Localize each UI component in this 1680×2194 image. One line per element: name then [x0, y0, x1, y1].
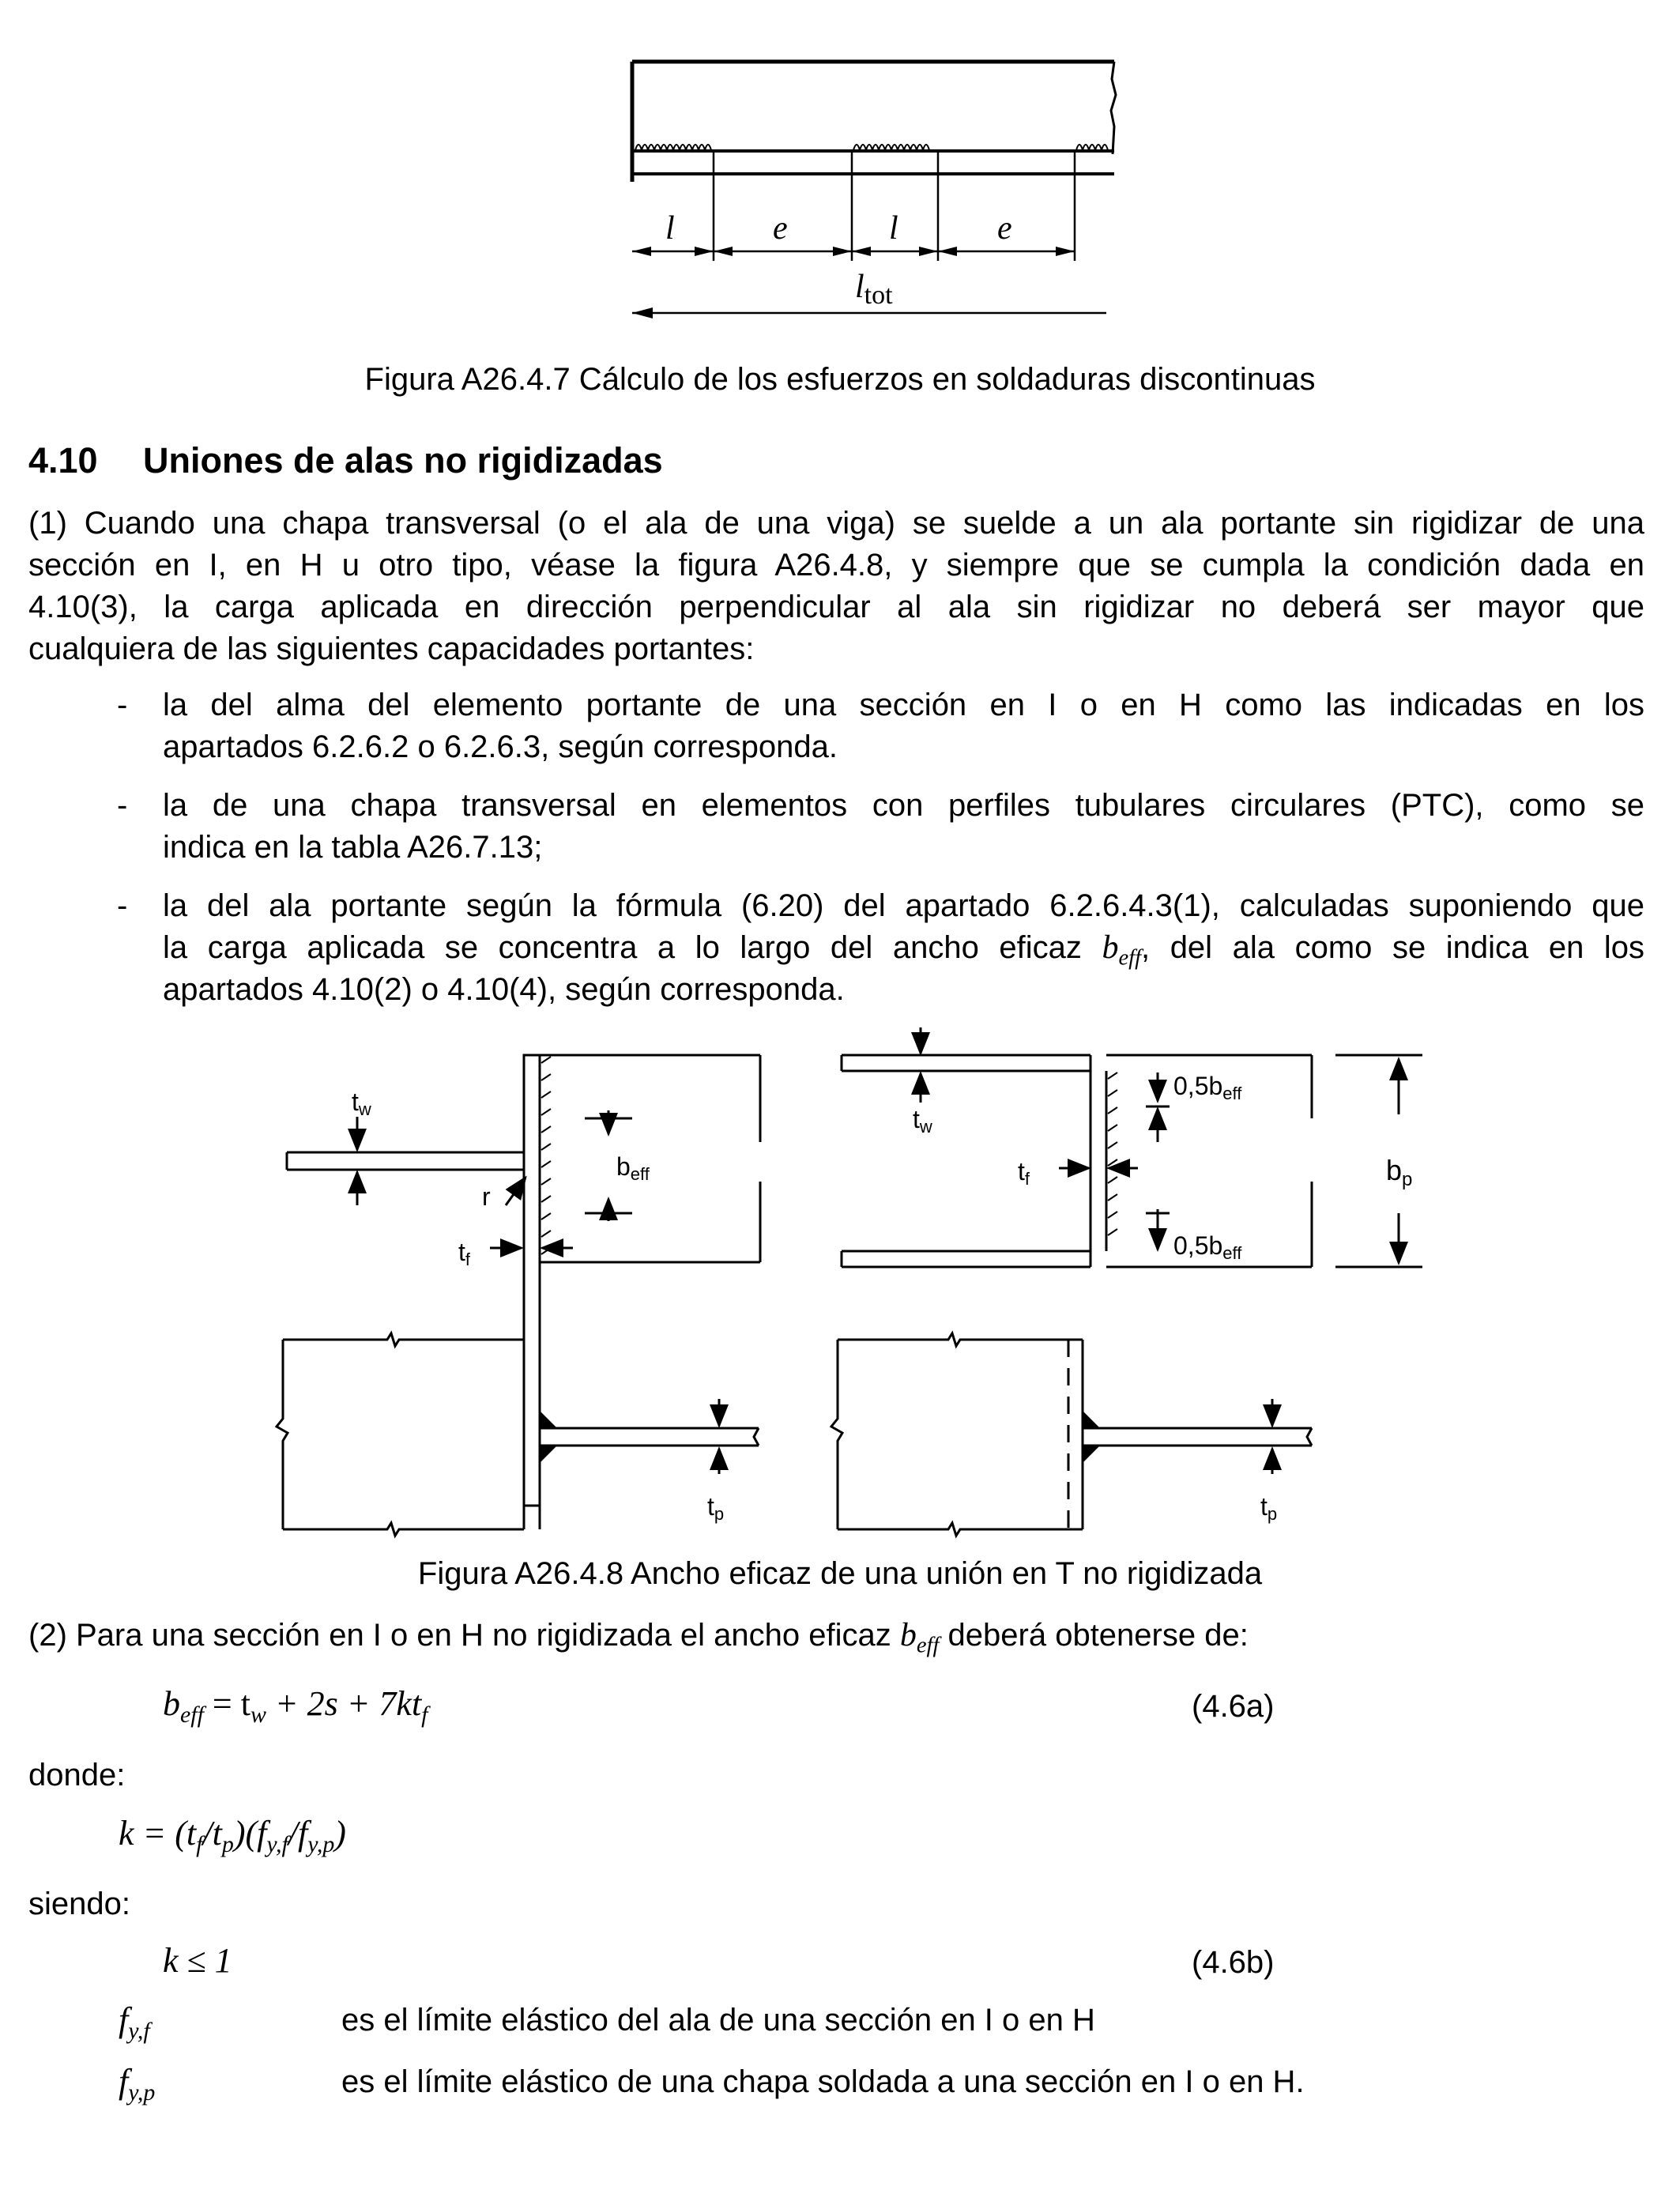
equation-4-6b: k ≤ 1 [163, 1941, 232, 1980]
label-r: r [482, 1182, 491, 1211]
label-half-beff-bottom: 0,5beff [1173, 1231, 1242, 1263]
definition-symbol: $f_{y,f}$ [119, 2000, 150, 2044]
label-tp: tp [707, 1492, 725, 1524]
bullet-line: apartados 6.2.6.2 o 6.2.6.3, según corresponda. [163, 729, 838, 764]
equation-4-6a: $b_{eff} = t_w + 2s + 7kt_f$ [163, 1684, 428, 1728]
figure-caption-2: Figura A26.4.8 Ancho eficaz de una unión en T no rigidizada [417, 1556, 1263, 1591]
label-tw-2: tw [913, 1105, 932, 1137]
paragraph-1-line: cualquiera de las siguientes capacidades portantes: [28, 631, 755, 666]
label-beff: beff [616, 1152, 650, 1184]
paragraph-1-line: (1) Cuando una chapa transversal (o el ala de una viga) se suelde a un ala portante sin rigidizar de una [28, 506, 1644, 541]
label-tf-2: tf [1018, 1157, 1030, 1189]
bullet-dash: - [117, 888, 128, 923]
bullet-line: la del ala portante según la fórmula (6.20) del apartado 6.2.6.4.3(1), calculadas suponiendo que [163, 888, 1644, 923]
paragraph-2: (2) Para una sección en I o en H no rigidizada el ancho eficaz $b_{eff}$ deberá obtenerse de: [28, 1617, 1249, 1658]
section-number: 4.10 [28, 440, 98, 481]
bullet-line: indica en la tabla A26.7.13; [163, 830, 543, 865]
label-tp-2: tp [1260, 1492, 1278, 1524]
section-title: Uniones de alas no rigidizadas [143, 440, 663, 481]
label-tf: tf [458, 1238, 471, 1269]
dim-e-2: e [997, 210, 1012, 247]
weld-segment [635, 145, 1108, 150]
dim-ltot: ltot [855, 269, 893, 310]
paragraph-1-line: sección en I, en H u otro tipo, véase la figura A26.4.8, y siempre que se cumpla la condición dada en [28, 548, 1644, 582]
dim-l-1: l [665, 210, 675, 247]
label-bp: bp [1386, 1154, 1413, 1190]
detail-plate-on-channel [831, 1333, 1312, 1536]
bullet-dash: - [117, 788, 128, 823]
beff-symbol: $b_{eff}$ [899, 1617, 940, 1658]
bullet-line: la carga aplicada se concentra a lo largo del ancho eficaz $b_{eff}$, del ala como se indica en los [163, 929, 1645, 971]
figure-caption-1: Figura A26.4.7 Cálculo de los esfuerzos en soldaduras discontinuas [364, 362, 1316, 397]
bullet-line: la del alma del elemento portante de una sección en I o en H como las indicadas en los [163, 688, 1644, 722]
figure-effective-width [269, 1023, 1438, 1569]
dim-e-1: e [773, 210, 788, 247]
definition-symbol: $f_{y,p}$ [119, 2062, 156, 2105]
siendo-label: siendo: [28, 1887, 130, 1921]
equation-number: (4.6a) [1192, 1689, 1275, 1724]
bullet-dash: - [117, 688, 128, 722]
label-half-beff-top: 0,5beff [1173, 1072, 1242, 1103]
equation-k: $k = (t_f/t_p)(f_{y,f}/f_{y,p})$ [119, 1814, 346, 1857]
donde-label: donde: [28, 1758, 126, 1793]
detail-plate-on-i-section [277, 1333, 759, 1536]
beff-symbol: $b_{eff}$ [1102, 929, 1142, 971]
figure-discontinuous-welds [624, 47, 1130, 340]
paragraph-1 [28, 503, 1644, 670]
equation-number: (4.6b) [1192, 1945, 1275, 1980]
dim-l-2: l [889, 210, 898, 247]
bullet-line: la de una chapa transversal en elementos con perfiles tubulares circulares (PTC), como se [163, 788, 1644, 823]
bullet-line: apartados 4.10(2) o 4.10(4), según corresponda. [163, 972, 845, 1007]
detail-channel-section [842, 1027, 1422, 1267]
definition-text: es el límite elástico de una chapa soldada a una sección en I o en H. [341, 2064, 1305, 2099]
definition-text: es el límite elástico del ala de una sección en I o en H [341, 2003, 1095, 2038]
label-tw: tw [352, 1088, 371, 1119]
paragraph-1-line: 4.10(3), la carga aplicada en dirección perpendicular al ala sin rigidizar no deberá ser mayor que [28, 590, 1644, 624]
